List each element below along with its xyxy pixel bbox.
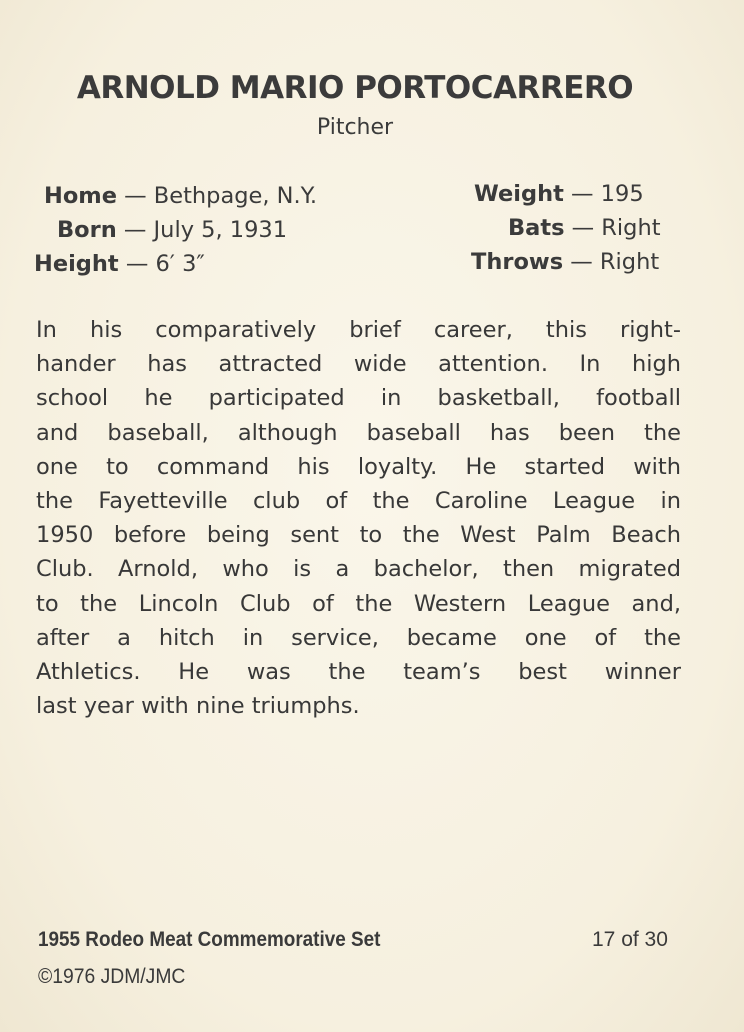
bio-line: the Fayetteville club of the Caroline League in	[36, 488, 681, 515]
stat-born-value: — July 5, 1931	[123, 217, 288, 243]
stat-height-value: — 6′ 3″	[125, 251, 205, 277]
player-biography	[36, 313, 681, 723]
stat-throws-value: — Right	[570, 249, 660, 275]
stat-height	[34, 251, 205, 277]
stat-bats	[508, 215, 661, 241]
stat-bats-label: Bats	[508, 215, 565, 241]
stat-weight-value: — 195	[571, 181, 644, 207]
bio-line: Athletics. He was the team’s best winner	[36, 659, 681, 686]
bio-line: last year with nine triumphs.	[36, 693, 360, 720]
bio-line: Club. Arnold, who is a bachelor, then migrated	[36, 556, 681, 583]
stat-born	[57, 217, 287, 243]
card-number: 17 of 30	[592, 928, 668, 951]
bio-line: school he participated in basketball, football	[36, 385, 681, 412]
stat-home-label: Home	[44, 183, 117, 209]
stat-weight-label: Weight	[474, 181, 564, 207]
bio-line: to the Lincoln Club of the Western League and,	[36, 590, 681, 617]
player-position: Pitcher	[316, 115, 394, 140]
bio-line: and baseball, although baseball has been the	[36, 419, 681, 446]
stat-born-label: Born	[57, 217, 117, 243]
stat-home	[44, 183, 317, 209]
stat-throws-label: Throws	[471, 249, 564, 275]
bio-line: 1950 before being sent to the West Palm Beach	[36, 522, 681, 549]
bio-line: one to command his loyalty. He started with	[36, 453, 681, 480]
bio-line: hander has attracted wide attention. In high	[36, 351, 681, 378]
stat-bats-value: — Right	[571, 215, 661, 241]
stat-home-value: — Bethpage, N.Y.	[124, 183, 317, 209]
set-name: 1955 Rodeo Meat Commemorative Set	[38, 928, 381, 951]
stat-weight	[474, 181, 644, 207]
player-name: ARNOLD MARIO PORTOCARRERO	[76, 70, 634, 106]
bio-line: after a hitch in service, became one of the	[36, 624, 681, 651]
copyright-notice: ©1976 JDM/JMC	[38, 965, 186, 988]
bio-line: In his comparatively brief career, this right-	[36, 317, 681, 343]
stat-throws	[471, 249, 659, 275]
stat-height-label: Height	[34, 251, 119, 277]
